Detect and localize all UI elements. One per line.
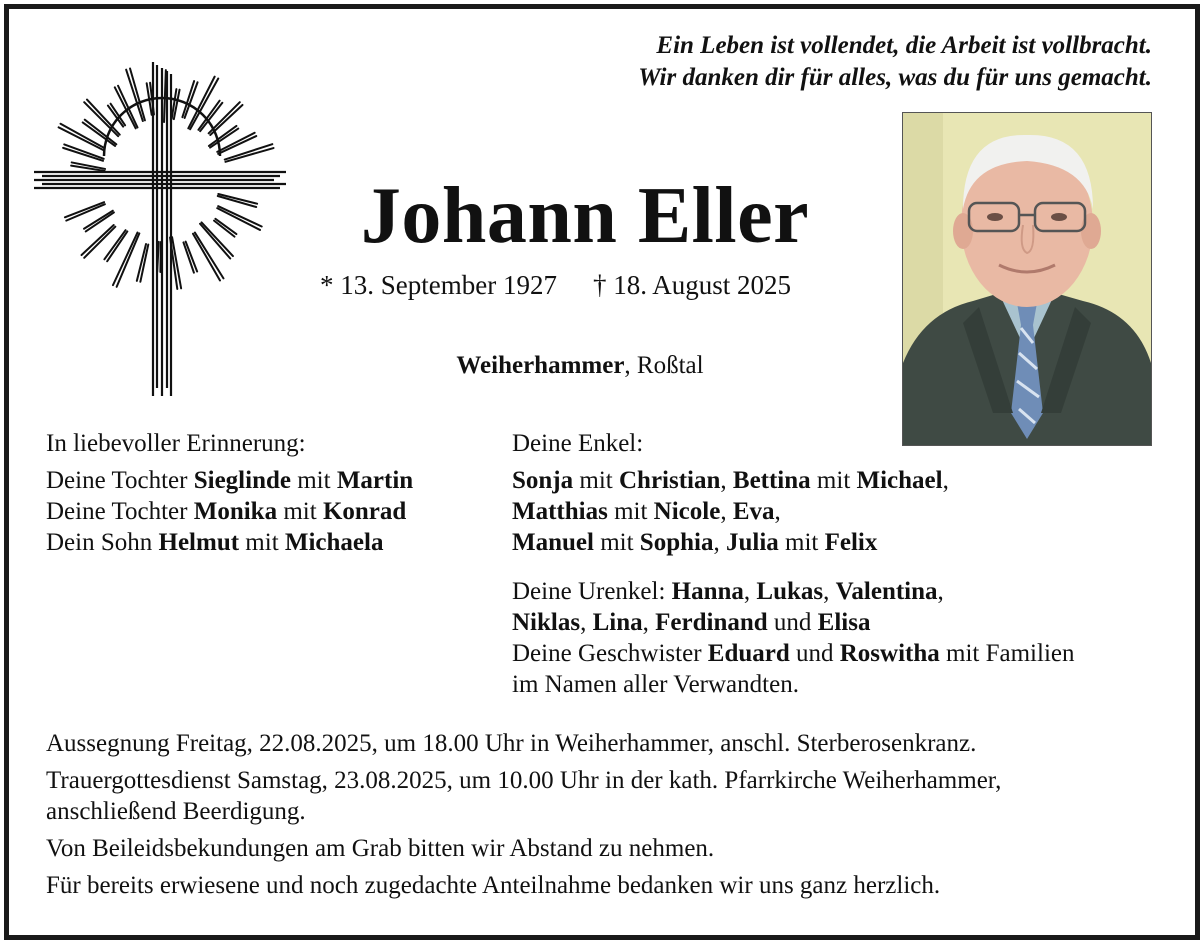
grandchildren-list bbox=[512, 465, 1074, 558]
child-line bbox=[46, 527, 413, 558]
connector-text: , bbox=[937, 578, 944, 605]
thanks-note: Für bereits erwiesene und noch zugedachte Anteilnahme bedanken wir uns ganz herzlich. bbox=[46, 872, 941, 899]
person-name: Lina bbox=[592, 609, 643, 636]
condolence-request: Von Beileidsbekundungen am Grab bitten wir Abstand zu nehmen. bbox=[46, 835, 715, 862]
connector-text: , bbox=[580, 609, 593, 636]
birth-date: * 13. September 1927 bbox=[320, 270, 557, 300]
life-dates bbox=[320, 268, 791, 302]
connector-text: , bbox=[720, 467, 733, 494]
connector-text: im Namen aller Verwandten. bbox=[512, 671, 799, 698]
connector-text: Deine Tochter bbox=[46, 467, 194, 494]
motto-verse bbox=[638, 30, 1152, 94]
connector-text: mit bbox=[607, 498, 654, 525]
family-left-column bbox=[46, 428, 413, 558]
cross-with-rays-icon bbox=[32, 58, 290, 402]
connector-text: , bbox=[713, 529, 726, 556]
person-name: Valentina bbox=[835, 578, 938, 605]
connector-text: Deine Urenkel: bbox=[512, 578, 672, 605]
relative-line bbox=[512, 576, 1074, 607]
family-right-column bbox=[512, 428, 1074, 700]
relative-line bbox=[512, 669, 1074, 700]
person-name: Bettina bbox=[732, 467, 811, 494]
person-name: Ferdinand bbox=[655, 609, 768, 636]
connector-text: mit bbox=[290, 467, 337, 494]
person-name: Sophia bbox=[639, 529, 714, 556]
blessing-info: Aussegnung Freitag, 22.08.2025, um 18.00 Uhr in Weiherhammer, anschl. Sterberosenkranz. bbox=[46, 730, 977, 757]
connector-text: mit Familien bbox=[939, 640, 1075, 667]
death-date: † 18. August 2025 bbox=[592, 270, 791, 300]
grandchild-line bbox=[512, 465, 1074, 496]
person-name: Monika bbox=[193, 498, 278, 525]
person-name: Helmut bbox=[158, 529, 240, 556]
connector-text: mit bbox=[277, 498, 323, 525]
grandchild-line bbox=[512, 527, 1074, 558]
remembrance-heading: In liebevoller Erinnerung: bbox=[46, 430, 306, 457]
person-name: Eduard bbox=[707, 640, 790, 667]
motto-line-2: Wir danken dir für alles, was du für uns gemacht. bbox=[638, 64, 1152, 91]
connector-text: , bbox=[720, 498, 733, 525]
connector-text: , bbox=[942, 467, 949, 494]
person-name: Niklas bbox=[512, 609, 581, 636]
person-name: Martin bbox=[336, 467, 414, 494]
person-name: Konrad bbox=[322, 498, 407, 525]
person-name: Michaela bbox=[284, 529, 384, 556]
connector-text: , bbox=[823, 578, 836, 605]
person-name: Lukas bbox=[756, 578, 824, 605]
connector-text: und bbox=[767, 609, 818, 636]
connector-text: , bbox=[743, 578, 757, 605]
service-details bbox=[46, 728, 1001, 907]
person-name: Roswitha bbox=[839, 640, 940, 667]
connector-text: mit bbox=[778, 529, 825, 556]
person-name: Eva bbox=[732, 498, 775, 525]
connector-text: Dein Sohn bbox=[46, 529, 159, 556]
child-line bbox=[46, 496, 413, 527]
connector-text: mit bbox=[810, 467, 857, 494]
person-name: Michael bbox=[856, 467, 943, 494]
person-name: Sieglinde bbox=[193, 467, 291, 494]
person-name: Sonja bbox=[512, 467, 574, 494]
connector-text: mit bbox=[239, 529, 285, 556]
funeral-mass-line-1: Trauergottesdienst Samstag, 23.08.2025, um 10.00 Uhr in der kath. Pfarrkirche Weiherhammer, bbox=[46, 767, 1002, 794]
residence bbox=[300, 350, 860, 382]
connector-text: , bbox=[642, 609, 656, 636]
relative-line bbox=[512, 638, 1074, 669]
connector-text: und bbox=[789, 640, 840, 667]
deceased-name: Johann Eller bbox=[360, 172, 810, 260]
person-name: Matthias bbox=[512, 498, 608, 525]
person-name: Felix bbox=[824, 529, 878, 556]
relative-line bbox=[512, 607, 1074, 638]
person-name: Julia bbox=[725, 529, 779, 556]
person-name: Elisa bbox=[817, 609, 871, 636]
connector-text: Deine Tochter bbox=[46, 498, 194, 525]
residence-primary: Weiherhammer bbox=[456, 352, 625, 379]
great-grandchildren-and-siblings bbox=[512, 576, 1074, 700]
person-name: Christian bbox=[618, 467, 721, 494]
connector-text: mit bbox=[573, 467, 619, 494]
residence-secondary: , Roßtal bbox=[624, 352, 704, 379]
connector-text: , bbox=[774, 498, 781, 525]
person-name: Manuel bbox=[512, 529, 594, 556]
connector-text: Deine Geschwister bbox=[512, 640, 708, 667]
portrait-photo bbox=[902, 112, 1152, 446]
connector-text: mit bbox=[593, 529, 640, 556]
funeral-mass-info bbox=[46, 765, 1001, 827]
child-line bbox=[46, 465, 413, 496]
children-list bbox=[46, 465, 413, 558]
person-name: Hanna bbox=[671, 578, 744, 605]
person-name: Nicole bbox=[653, 498, 721, 525]
grandchild-line bbox=[512, 496, 1074, 527]
grandchildren-heading: Deine Enkel: bbox=[512, 430, 644, 457]
funeral-mass-line-2: anschließend Beerdigung. bbox=[46, 798, 306, 825]
motto-line-1: Ein Leben ist vollendet, die Arbeit ist vollbracht. bbox=[656, 32, 1152, 59]
